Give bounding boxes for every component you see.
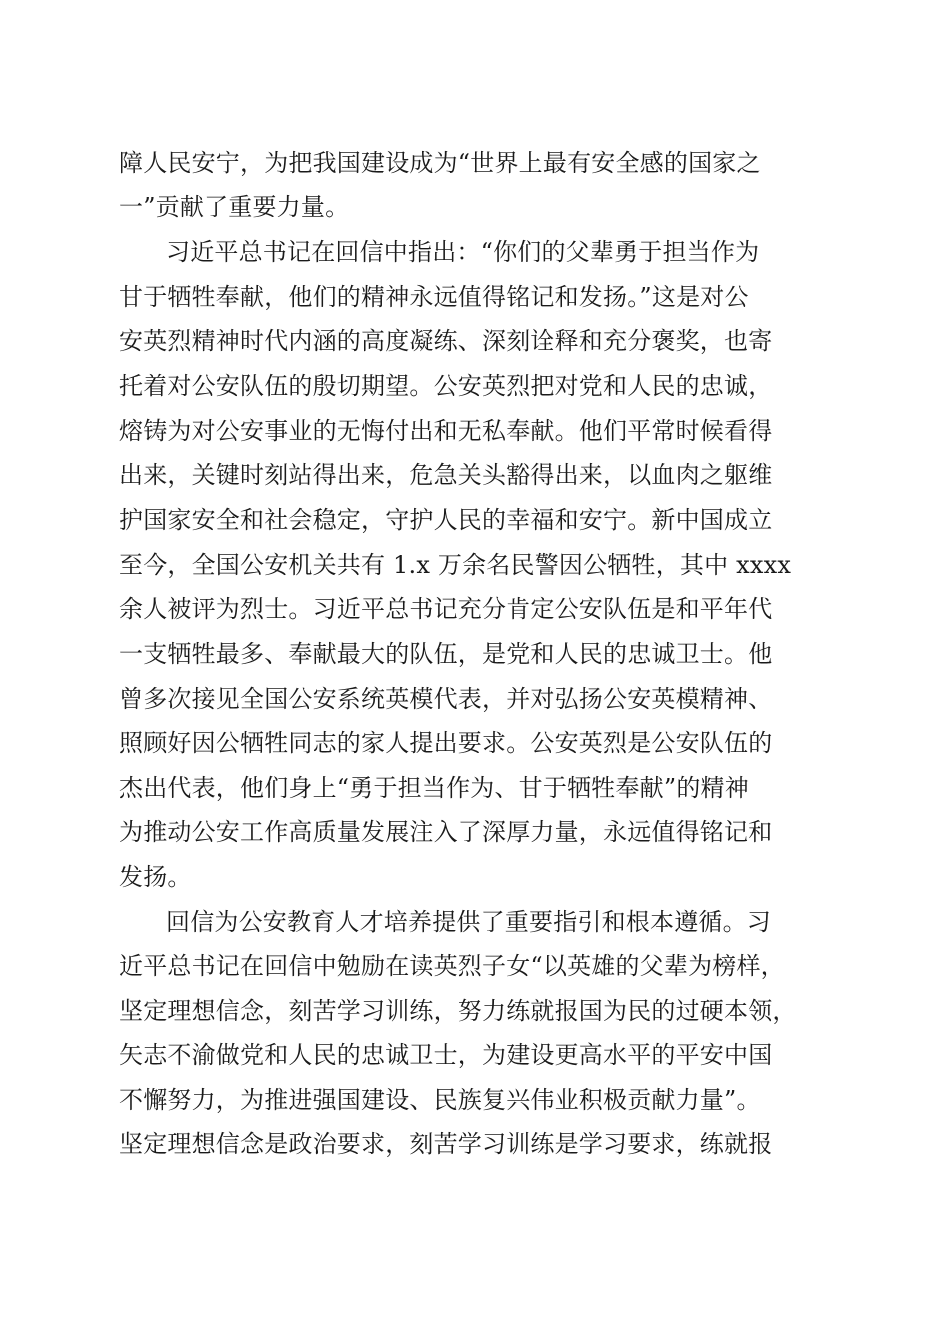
text-line: 甘于牺牲奉献，他们的精神永远值得铭记和发扬。”这是对公 xyxy=(119,283,749,311)
text-line: 曾多次接见全国公安系统英模代表，并对弘扬公安英模精神、 xyxy=(119,685,773,713)
text-line: 矢志不渝做党和人民的忠诚卫士，为建设更高水平的平安中国 xyxy=(119,1041,773,1069)
text-line: 护国家安全和社会稳定，守护人民的幸福和安宁。新中国成立 xyxy=(119,506,773,534)
text-line: 近平总书记在回信中勉励在读英烈子女“以英雄的父辈为榜样， xyxy=(119,952,785,980)
text-line: 余人被评为烈士。习近平总书记充分肯定公安队伍是和平年代 xyxy=(119,595,773,623)
text-line: 不懈努力，为推进强国建设、民族复兴伟业积极贡献力量”。 xyxy=(119,1086,761,1114)
text-line: 熔铸为对公安事业的无悔付出和无私奉献。他们平常时候看得 xyxy=(119,417,773,445)
paragraph-first-line: 习近平总书记在回信中指出：“你们的父辈勇于担当作为 xyxy=(166,238,760,266)
text-line: 杰出代表，他们身上“勇于担当作为、甘于牺牲奉献”的精神 xyxy=(119,774,749,802)
text-line: 障人民安宁，为把我国建设成为“世界上最有安全感的国家之 xyxy=(119,149,761,177)
text-line: 坚定理想信念是政治要求，刻苦学习训练是学习要求，练就报 xyxy=(119,1130,773,1158)
text-line: 托着对公安队伍的殷切期望。公安英烈把对党和人民的忠诚， xyxy=(119,372,773,400)
text-line: 出来，关键时刻站得出来，危急关头豁得出来，以血肉之躯维 xyxy=(119,461,773,489)
text-line: 坚定理想信念，刻苦学习训练，努力练就报国为民的过硬本领， xyxy=(119,997,797,1025)
text-line: 安英烈精神时代内涵的高度凝练、深刻诠释和充分褒奖，也寄 xyxy=(119,327,773,355)
text-line: 一”贡献了重要力量。 xyxy=(119,193,350,221)
text-line: 为推动公安工作高质量发展注入了深厚力量，永远值得铭记和 xyxy=(119,818,773,846)
text-line: 至今，全国公安机关共有 1.x 万余名民警因公牺牲，其中 xxxx xyxy=(119,551,792,579)
text-line: 照顾好因公牺牲同志的家人提出要求。公安英烈是公安队伍的 xyxy=(119,729,773,757)
text-line: 发扬。 xyxy=(119,863,192,891)
paragraph-first-line: 回信为公安教育人才培养提供了重要指引和根本遵循。习 xyxy=(166,908,771,936)
text-line: 一支牺牲最多、奉献最大的队伍，是党和人民的忠诚卫士。他 xyxy=(119,640,773,668)
